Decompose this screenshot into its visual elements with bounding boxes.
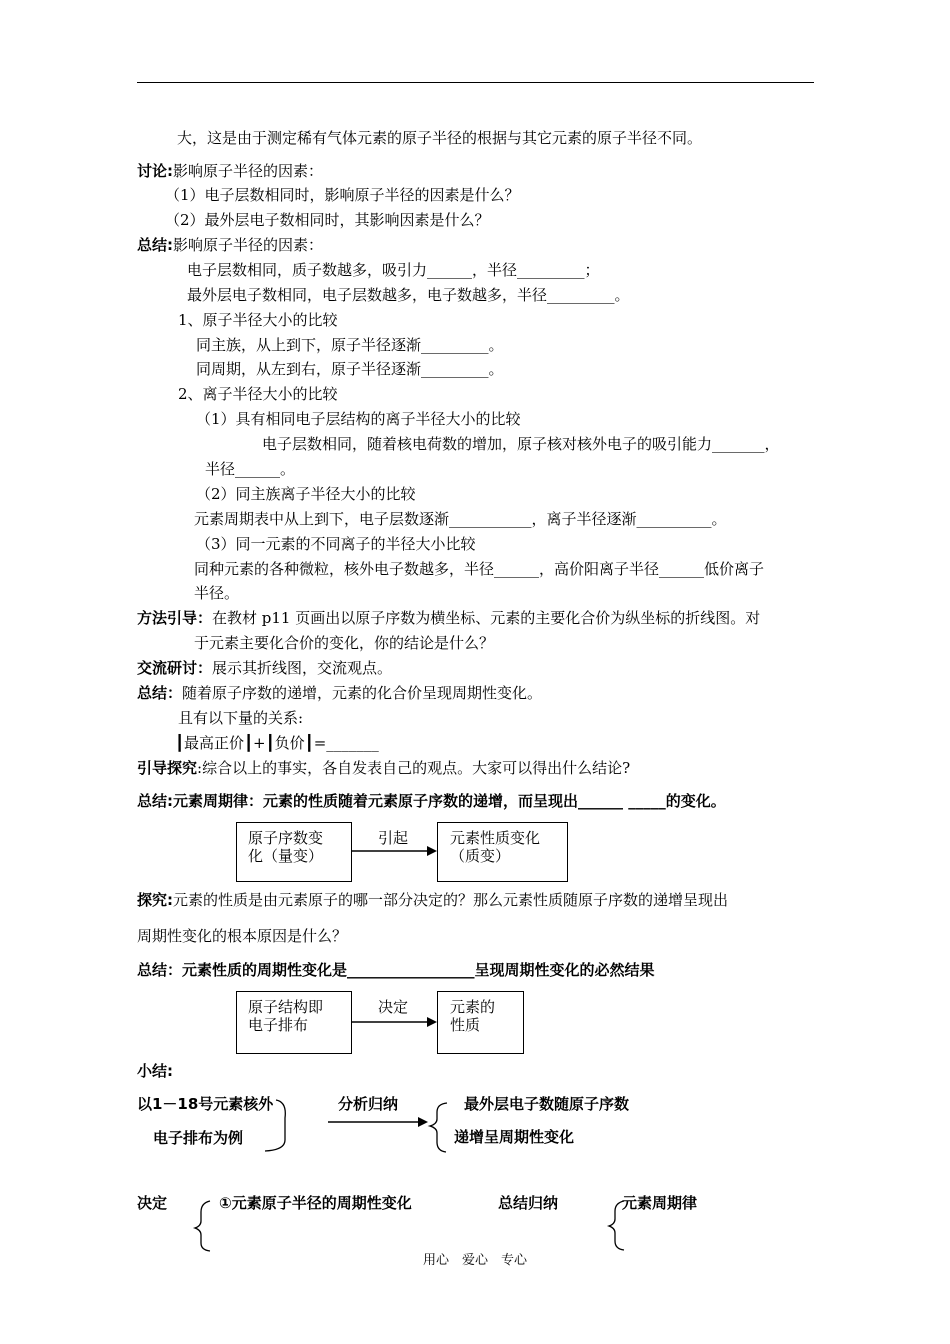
- summary-label: 总结：: [137, 684, 183, 702]
- box-text: 性质: [450, 1016, 481, 1034]
- box-text: 化（量变）: [248, 847, 324, 865]
- summary-bold-line: 总结：元素性质的周期性变化是_________________呈现周期性变化的必然结果: [137, 961, 655, 979]
- discussion-label: 讨论:: [137, 162, 173, 180]
- arrow-head: [418, 1117, 428, 1127]
- arrow-label: 决定: [378, 998, 409, 1016]
- method-label: 方法引导：: [137, 609, 213, 627]
- box-text: 元素的: [450, 998, 496, 1016]
- arrow-head: [427, 1017, 437, 1027]
- fill-line-3: 同主族，从上到下，原子半径逐渐_________。: [196, 336, 504, 354]
- right-brace: [265, 1100, 285, 1151]
- section-heading: 1、原子半径大小的比较: [178, 311, 338, 329]
- left-brace: [430, 1103, 447, 1152]
- exchange-label: 交流研讨：: [137, 659, 213, 677]
- text-line: 且有以下量的关系:: [178, 709, 304, 727]
- explore-label: 探究:: [137, 891, 173, 909]
- box-text: （质变）: [450, 847, 511, 865]
- fill-line-8: 同种元素的各种微粒，核外电子数越多，半径______，高价阳离子半径______低价离子: [194, 560, 765, 578]
- summary-mid: 分析归纳: [338, 1095, 399, 1113]
- periodic-law-line: 总结:元素周期律：元素的性质随着元素原子序数的递增，而呈现出______ _____的变化。: [137, 792, 726, 810]
- decide-item: ①元素原子半径的周期性变化: [219, 1194, 412, 1212]
- fill-line-1: 电子层数相同，质子数越多，吸引力______，半径_________；: [187, 261, 600, 279]
- fill-line-2: 最外层电子数相同，电子层数越多，电子数越多，半径_________。: [187, 286, 630, 304]
- text-line: 大，这是由于测定稀有气体元素的原子半径的根据与其它元素的原子半径不同。: [177, 129, 703, 147]
- summary-text: 随着原子序数的递增，元素的化合价呈现周期性变化。: [182, 684, 543, 702]
- summary-right-1: 最外层电子数随原子序数: [464, 1095, 630, 1113]
- fill-line-4: 同周期，从左到右，原子半径逐渐_________。: [196, 360, 504, 378]
- summary-left-1: 以1－18号元素核外: [137, 1095, 274, 1113]
- subsection-heading: （2）同主族离子半径大小的比较: [196, 485, 416, 503]
- page-footer: 用心 爱心 专心: [422, 1253, 527, 1268]
- left-brace: [609, 1201, 624, 1250]
- fill-line-6: 半径______。: [205, 460, 296, 478]
- guide-text: :综合以上的事实，各自发表自己的观点。大家可以得出什么结论?: [197, 759, 631, 777]
- section-heading: 2、离子半径大小的比较: [178, 385, 338, 403]
- method-text-2: 于元素主要化合价的变化，你的结论是什么？: [194, 634, 495, 652]
- arrow-label: 引起: [378, 829, 409, 847]
- box-text: 电子排布: [248, 1016, 309, 1034]
- explore-text-2: 周期性变化的根本原因是什么？: [137, 927, 348, 945]
- summary-text: 影响原子半径的因素：: [173, 236, 324, 254]
- box-text: 原子结构即: [248, 998, 324, 1016]
- question-2: （2）最外层电子数相同时，其影响因素是什么？: [165, 211, 490, 229]
- exchange-text: 展示其折线图，交流观点。: [212, 659, 393, 677]
- box-text: 原子序数变: [248, 829, 324, 847]
- subsection-heading: （3）同一元素的不同离子的半径大小比较: [196, 535, 476, 553]
- decide-mid: 总结归纳: [498, 1194, 559, 1212]
- left-brace: [195, 1201, 210, 1251]
- small-summary-label: 小结:: [137, 1062, 173, 1080]
- question-1: （1）电子层数相同时，影响原子半径的因素是什么？: [165, 186, 520, 204]
- discussion-text: 影响原子半径的因素：: [173, 162, 324, 180]
- decide-label: 决定: [137, 1194, 168, 1212]
- subsection-heading: （1）具有相同电子层结构的离子半径大小的比较: [196, 410, 521, 428]
- explore-text: 元素的性质是由元素原子的哪一部分决定的？那么元素性质随原子序数的递增呈现出: [173, 891, 729, 909]
- decide-right: 元素周期律: [622, 1194, 698, 1212]
- guide-label: 引导探究: [137, 759, 198, 777]
- method-text: 在教材 p11 页画出以原子序数为横坐标、元素的主要化合价为纵坐标的折线图。对: [212, 609, 761, 627]
- fill-line-7: 元素周期表中从上到下，电子层数逐渐___________，离子半径逐渐__________。: [194, 510, 727, 528]
- summary-label: 总结:: [137, 236, 173, 254]
- box-text: 元素性质变化: [450, 829, 541, 847]
- formula-line: ┃最高正价┃+┃负价┃=_______: [175, 734, 379, 752]
- arrow-head: [427, 846, 437, 856]
- summary-right-2: 递增呈周期性变化: [454, 1128, 575, 1146]
- summary-left-2: 电子排布为例: [153, 1129, 244, 1147]
- text-line: 半径。: [194, 584, 240, 602]
- fill-line-5: 电子层数相同，随着核电荷数的增加，原子核对核外电子的吸引能力_______，: [262, 435, 780, 453]
